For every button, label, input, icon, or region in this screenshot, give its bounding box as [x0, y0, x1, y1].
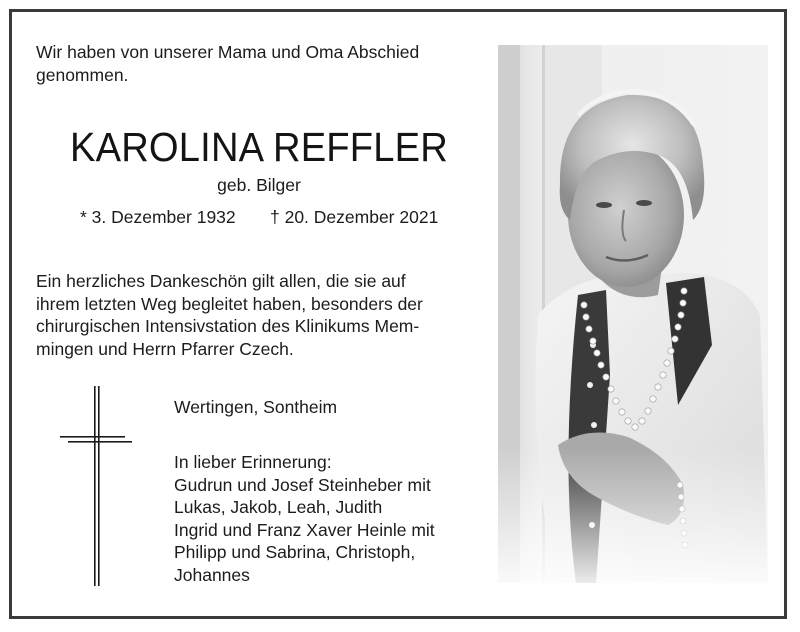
cross-icon — [60, 386, 135, 586]
place-text: Wertingen, Sontheim — [174, 397, 338, 417]
family-heading: In lieber Erinnerung: — [174, 452, 332, 472]
birth-name: geb. Bilger — [217, 175, 301, 195]
thanks-text — [36, 270, 482, 360]
intro-text — [36, 41, 482, 86]
thanks-line: mingen und Herrn Pfarrer Czech. — [36, 338, 294, 359]
family-line: Ingrid und Franz Xaver Heinle mit — [174, 519, 435, 540]
family-line: Lukas, Jakob, Leah, Judith — [174, 497, 383, 517]
thanks-line: chirurgischen Intensivstation des Klinikums Mem- — [36, 316, 420, 336]
intro-line: genommen. — [36, 64, 129, 85]
intro-line: Wir haben von unserer Mama und Oma Abschied — [36, 42, 420, 62]
death-date: † 20. Dezember 2021 — [270, 207, 439, 227]
birth-date: * 3. Dezember 1932 — [80, 207, 236, 227]
thanks-line: Ein herzliches Dankeschön gilt allen, die sie auf — [36, 271, 406, 291]
family-list — [174, 451, 494, 586]
family-line: Gudrun und Josef Steinheber mit — [174, 474, 431, 495]
portrait-photo — [498, 45, 768, 583]
family-line: Philipp und Sabrina, Christoph, — [174, 542, 416, 562]
family-line: Johannes — [174, 564, 250, 585]
deceased-name: KAROLINA REFFLER — [69, 124, 449, 170]
thanks-line: ihrem letzten Weg begleitet haben, besonders der — [36, 293, 423, 314]
